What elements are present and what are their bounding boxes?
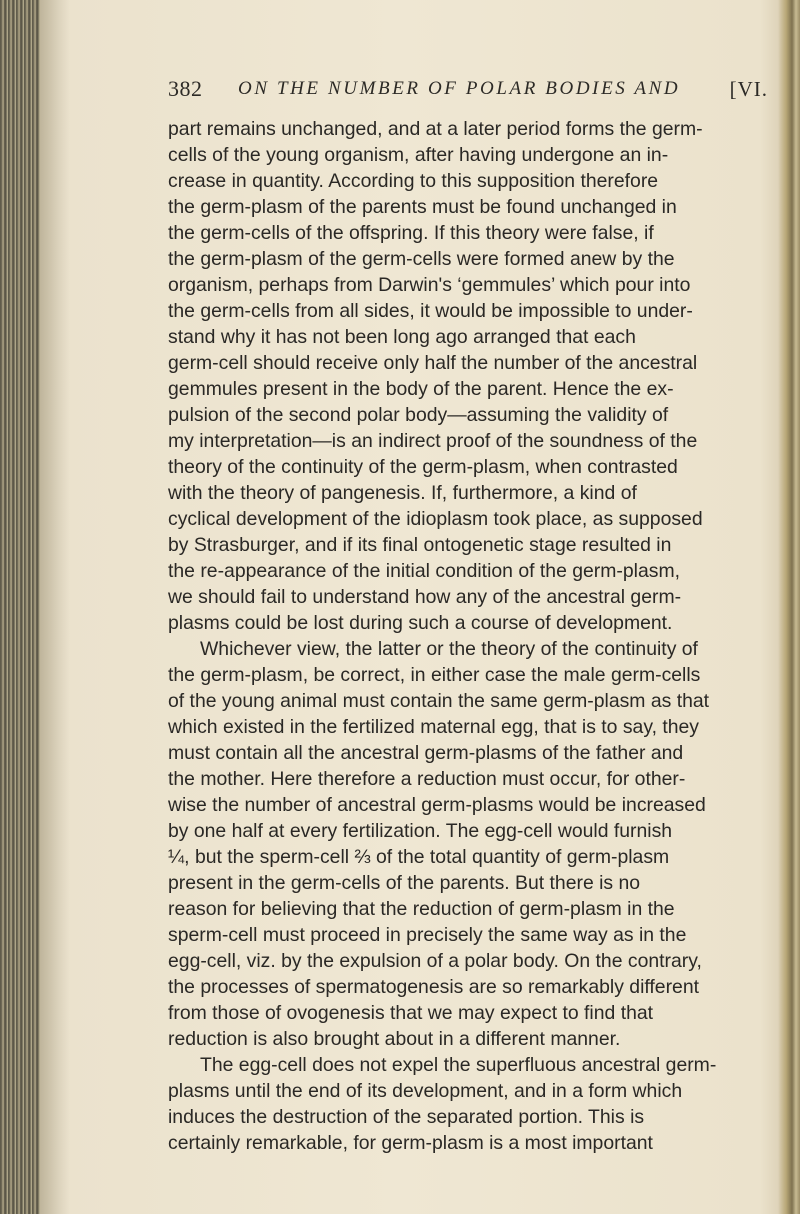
text-line: ¼, but the sperm-cell ⅔ of the total quantity of germ-plasm	[168, 846, 670, 868]
text-line: present in the germ-cells of the parents. But there is no	[168, 872, 641, 894]
page-edge	[778, 0, 800, 1214]
text-line: the mother. Here therefore a reduction must occur, for other-	[168, 768, 686, 790]
running-header	[168, 76, 768, 106]
text-line: from those of ovogenesis that we may expect to find that	[168, 1002, 654, 1024]
text-line: part remains unchanged, and at a later period forms the germ-	[168, 118, 703, 140]
body-text	[168, 116, 780, 1156]
section-number: [VI.	[729, 77, 768, 101]
text-line: theory of the continuity of the germ-plasm, when contrasted	[168, 456, 678, 478]
text-line: the germ-cells from all sides, it would be impossible to under-	[168, 300, 693, 322]
text-line: we should fail to understand how any of the ancestral germ-	[168, 586, 682, 608]
text-line: cells of the young organism, after having undergone an in-	[168, 144, 669, 166]
text-line: of the young animal must contain the same germ-plasm as that	[168, 690, 710, 712]
text-line: certainly remarkable, for germ-plasm is a most important	[168, 1132, 653, 1154]
text-line: wise the number of ancestral germ-plasms would be increased	[168, 794, 706, 816]
text-line: stand why it has not been long ago arranged that each	[168, 326, 636, 348]
text-line: reduction is also brought about in a different manner.	[168, 1028, 621, 1050]
text-line: must contain all the ancestral germ-plasms of the father and	[168, 742, 684, 764]
text-line: plasms until the end of its development, and in a form which	[168, 1080, 683, 1102]
text-line: the germ-cells of the offspring. If this theory were false, if	[168, 222, 654, 244]
text-line: the germ-plasm, be correct, in either case the male germ-cells	[168, 664, 701, 686]
text-line: which existed in the fertilized maternal egg, that is to say, they	[168, 716, 699, 738]
text-line: induces the destruction of the separated portion. This is	[168, 1106, 645, 1128]
text-line: the germ-plasm of the germ-cells were formed anew by the	[168, 248, 675, 270]
text-line: by Strasburger, and if its final ontogenetic stage resulted in	[168, 534, 672, 556]
text-line: my interpretation—is an indirect proof of the soundness of the	[168, 430, 698, 452]
text-line: with the theory of pangenesis. If, furthermore, a kind of	[168, 482, 637, 504]
text-line: pulsion of the second polar body—assuming the validity of	[168, 404, 669, 426]
text-line: gemmules present in the body of the parent. Hence the ex-	[168, 378, 674, 400]
text-line: the re-appearance of the initial condition of the germ-plasm,	[168, 560, 680, 582]
text-line: The egg-cell does not expel the superfluous ancestral germ-	[200, 1054, 717, 1076]
running-title: ON THE NUMBER OF POLAR BODIES AND	[238, 78, 681, 99]
text-line: Whichever view, the latter or the theory of the continuity of	[200, 638, 698, 660]
text-line: crease in quantity. According to this supposition therefore	[168, 170, 659, 192]
text-line: sperm-cell must proceed in precisely the same way as in the	[168, 924, 687, 946]
text-line: by one half at every fertilization. The egg-cell would furnish	[168, 820, 673, 842]
text-line: egg-cell, viz. by the expulsion of a polar body. On the contrary,	[168, 950, 702, 972]
text-line: germ-cell should receive only half the number of the ancestral	[168, 352, 698, 374]
text-line: cyclical development of the idioplasm took place, as supposed	[168, 508, 703, 530]
text-line: plasms could be lost during such a course of development.	[168, 612, 673, 634]
text-line: organism, perhaps from Darwin's ‘gemmules’ which pour into	[168, 274, 691, 296]
text-line: the processes of spermatogenesis are so remarkably different	[168, 976, 699, 998]
book-binding-shadow	[0, 0, 40, 1214]
gutter-shadow	[40, 0, 70, 1214]
page-number: 382	[168, 76, 203, 101]
text-line: reason for believing that the reduction of germ-plasm in the	[168, 898, 675, 920]
text-line: the germ-plasm of the parents must be found unchanged in	[168, 196, 677, 218]
